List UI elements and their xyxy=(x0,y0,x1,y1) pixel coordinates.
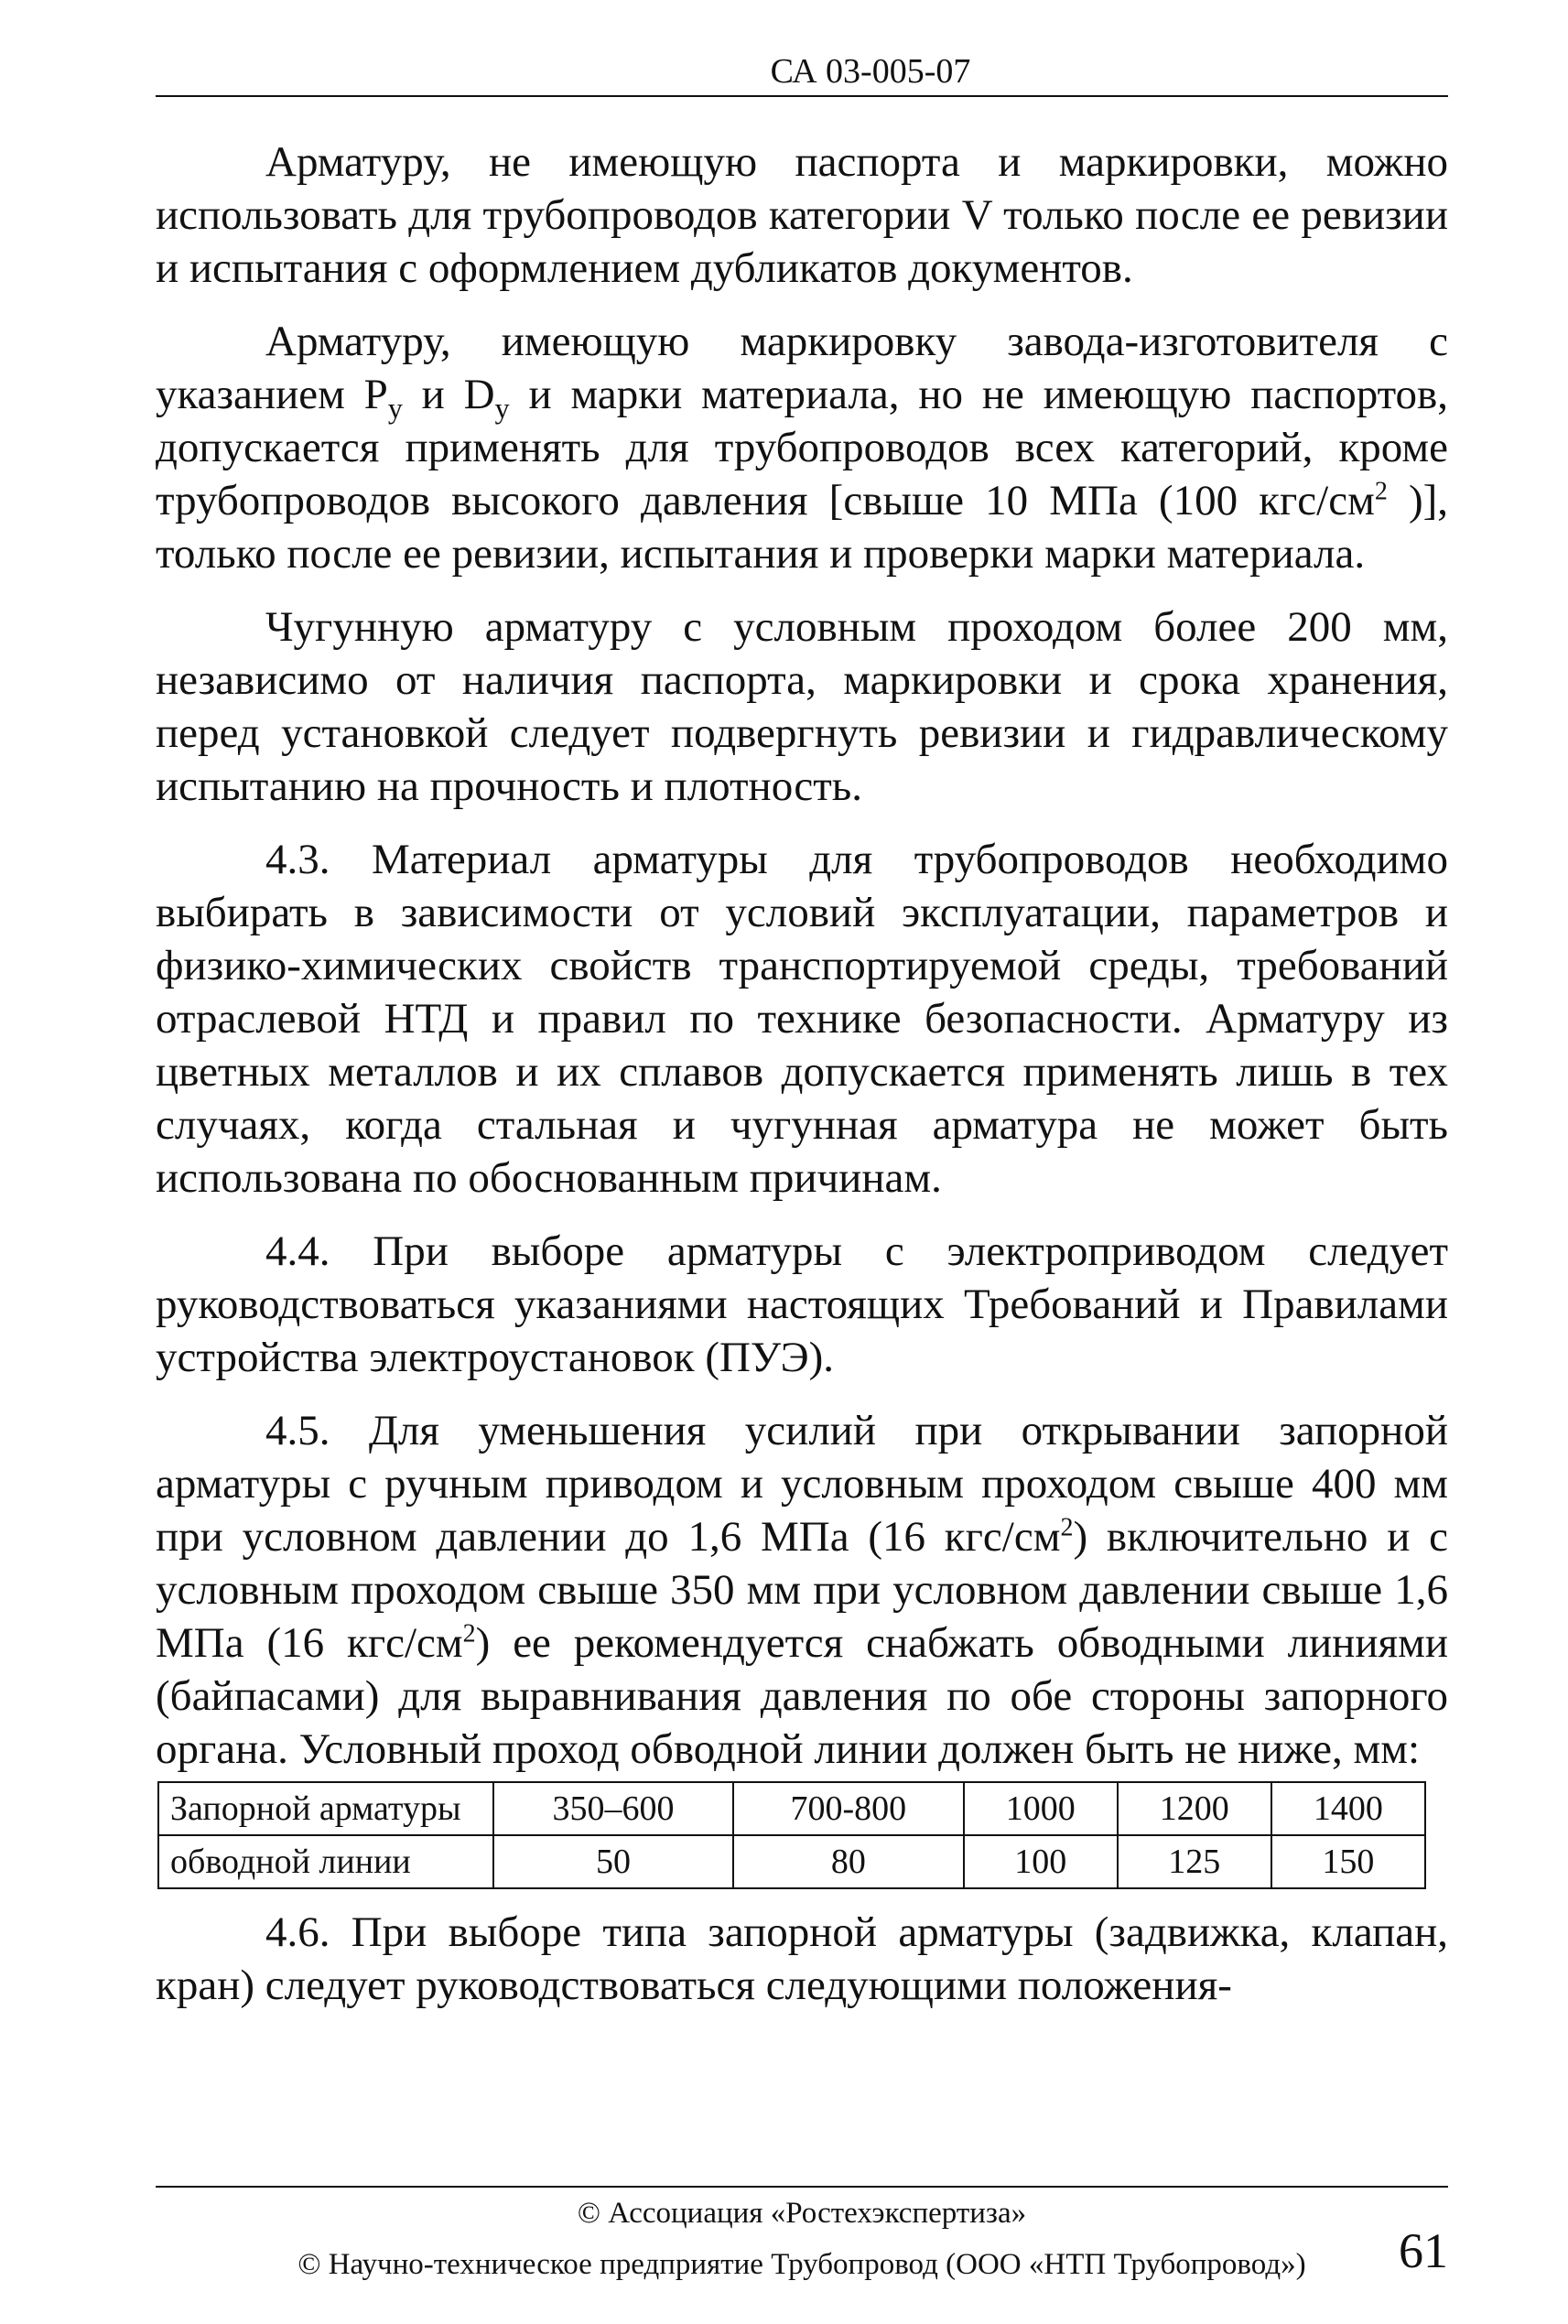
superscript: 2 xyxy=(462,1619,476,1648)
paragraph-4-3: 4.3. Материал арматуры для трубопроводов необходимо выбирать в зависимости от условий эксплуатации, параметров и физико-химических свойств транспортируемой среды, требований отраслевой НТД и правил по технике безопасности. Арматуру из цветных металлов и их сплавов допускается применять лишь в тех случаях, когда стальная и чугунная арматура не может быть использована по обоснованным причинам. xyxy=(156,836,1448,1202)
superscript: 2 xyxy=(1374,477,1388,506)
subscript: y xyxy=(494,391,510,425)
table-row-label: обводной линии xyxy=(158,1835,493,1888)
table-cell: 1000 xyxy=(964,1782,1118,1835)
paragraph-cast-iron-valves: Чугунную арматуру с условным проходом более 200 мм, независимо от наличия паспорта, маркировки и срока хранения, перед установкой следует подвергнуть ревизии и гидравлическому испытанию на прочность и плотность. xyxy=(156,603,1448,810)
text-run: ) включительно и с условным проходом свыше 350 мм при условном давлении свыше 1,6 МПа (16 кгс/см xyxy=(156,1513,1448,1667)
table-cell: 1400 xyxy=(1271,1782,1425,1835)
text-run: ) ее рекомендуется снабжать обводными линиями (байпасами) для выравнивания давления по обе стороны запорного органа. Условный проход обводной линии должен быть не ниже, мм: xyxy=(156,1619,1448,1773)
table-row xyxy=(158,1835,1425,1888)
table-cell: 1200 xyxy=(1118,1782,1271,1835)
superscript: 2 xyxy=(1060,1513,1074,1542)
table-cell: 350–600 xyxy=(493,1782,733,1835)
text-run: Арматуру, имеющую маркировку завода-изготовителя с указанием P xyxy=(156,318,1448,418)
text-run: и D xyxy=(402,371,495,418)
copyright-company: © Научно-техническое предприятие Трубопровод (ООО «НТП Трубопровод») xyxy=(297,2248,1306,2281)
text-run: )], только после ее ревизии, испытания и проверки марки материала. xyxy=(156,477,1448,578)
paragraph-4-4: 4.4. При выборе арматуры с электроприводом следует руководствоваться указаниями настоящих Требований и Правилами устройства электроустановок (ПУЭ). xyxy=(156,1227,1448,1381)
bypass-diameter-table xyxy=(157,1781,1426,1889)
table-cell: 50 xyxy=(493,1835,733,1888)
table-cell: 125 xyxy=(1118,1835,1271,1888)
table-row-label: Запорной арматуры xyxy=(158,1782,493,1835)
text-run: и марки материала, но не имеющую паспортов, допускается применять для трубопроводов всех категорий, кроме трубопроводов высокого давления [свыше 10 МПа (100 кгс/см xyxy=(156,371,1448,524)
text-run: 4.5. Для уменьшения усилий при открывании запорной арматуры с ручным приводом и условным проходом свыше 400 мм при условном давлении до 1,6 МПа (16 кгс/см xyxy=(156,1407,1448,1561)
subscript: y xyxy=(387,391,403,425)
table-cell: 700-800 xyxy=(733,1782,964,1835)
paragraph-unmarked-valves: Арматуру, не имеющую паспорта и маркировки, можно использовать для трубопроводов категории V только после ее ревизии и испытания с оформлением дубликатов документов. xyxy=(156,138,1448,292)
page-header xyxy=(156,44,1448,97)
paragraph-marked-valves xyxy=(156,315,1448,580)
page-content xyxy=(156,135,1448,2032)
copyright-association: © Ассоциация «Ростехэкспертиза» xyxy=(577,2197,1027,2230)
page-footer xyxy=(156,2186,1448,2316)
table-cell: 100 xyxy=(964,1835,1118,1888)
paragraph-4-6: 4.6. При выборе типа запорной арматуры (задвижка, клапан, кран) следует руководствоваться следующими положения- xyxy=(156,1908,1448,2009)
table-row xyxy=(158,1782,1425,1835)
document-code: СА 03-005-07 xyxy=(770,52,971,91)
table-cell: 150 xyxy=(1271,1835,1425,1888)
page-number: 61 xyxy=(1399,2223,1448,2278)
table-cell: 80 xyxy=(733,1835,964,1888)
paragraph-4-5 xyxy=(156,1404,1448,1776)
